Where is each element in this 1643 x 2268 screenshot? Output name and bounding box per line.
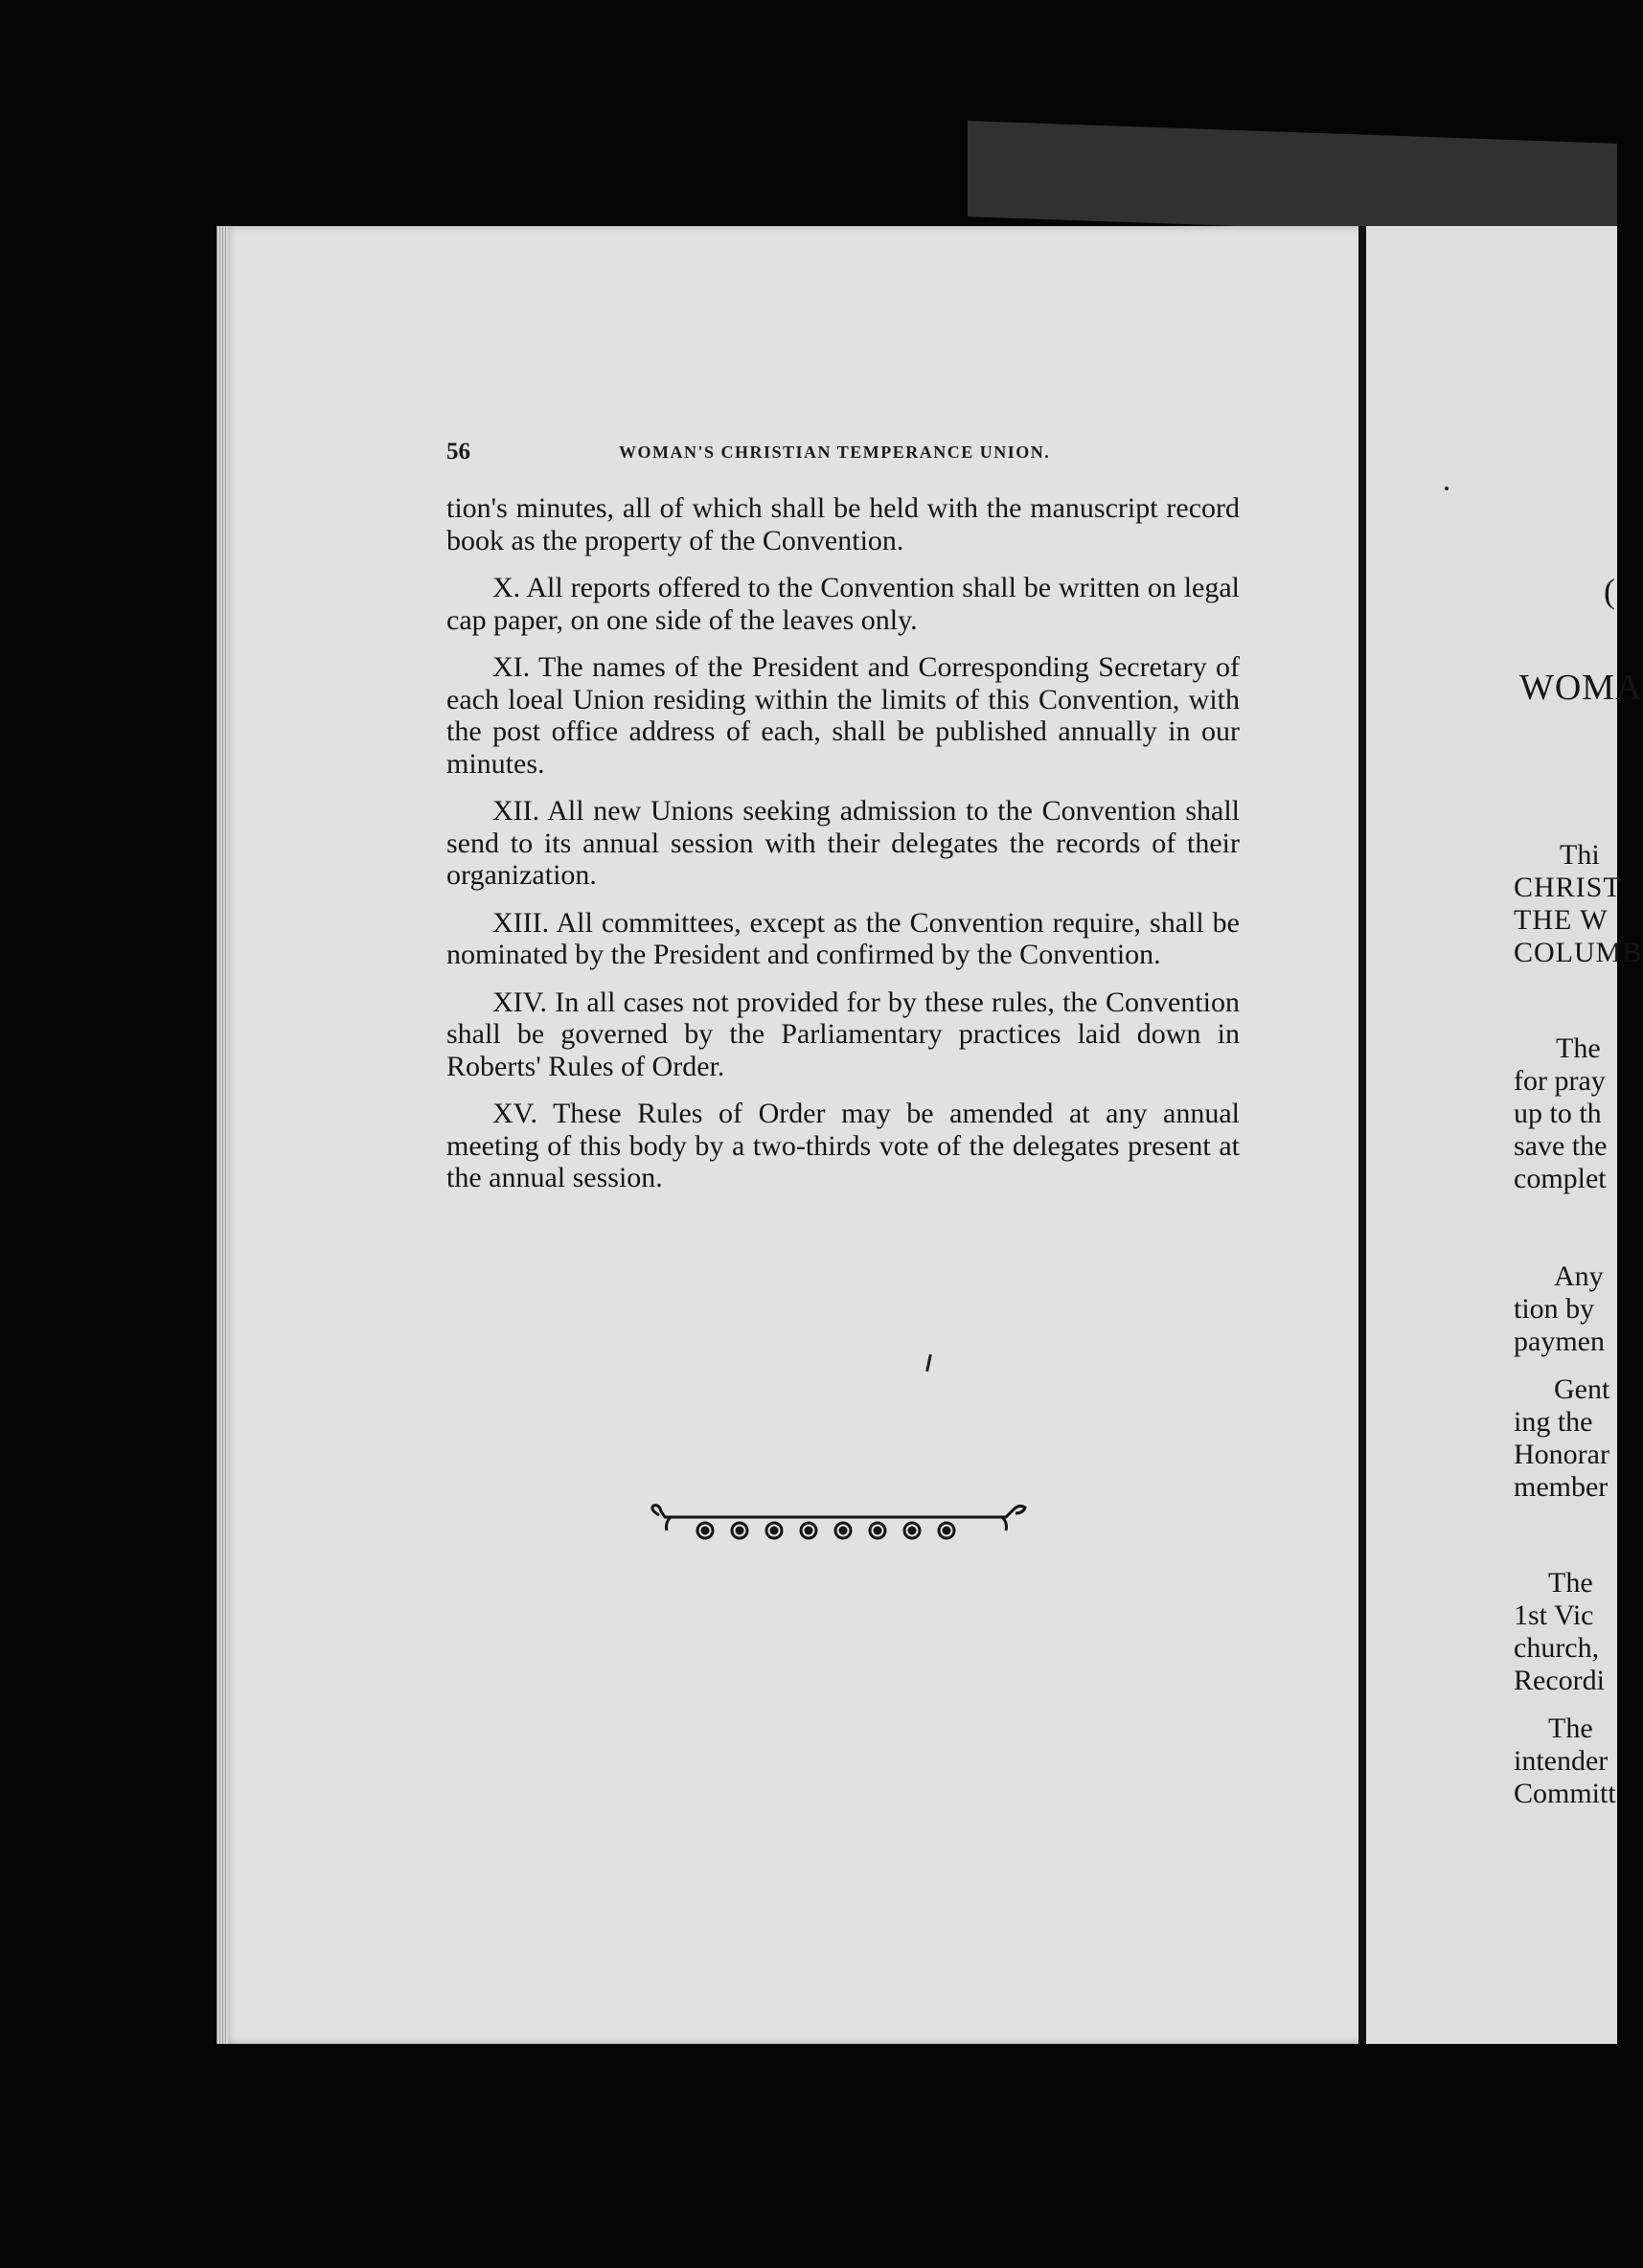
- rule-x: X. All reports offered to the Convention shall be written on legal cap paper, on one side of the leaves only.: [446, 572, 1240, 636]
- right-fragment-line: 1st Vic: [1514, 1599, 1594, 1631]
- right-fragment-line: The: [1556, 1032, 1601, 1064]
- left-page-content: [228, 226, 1358, 2044]
- right-fragment-line: paymen: [1514, 1326, 1605, 1357]
- right-page: [1366, 226, 1643, 2044]
- right-fragment-line: tion by: [1514, 1293, 1595, 1325]
- ornament-divider: [646, 1494, 1029, 1552]
- right-page-text: [1366, 226, 1643, 2044]
- page-number: 56: [446, 439, 470, 465]
- right-fragment-line: up to th: [1514, 1098, 1602, 1129]
- right-fragment-paren: (: [1604, 572, 1615, 610]
- right-fragment-line: Gent: [1554, 1373, 1610, 1405]
- page-edges: [217, 226, 228, 2044]
- rule-xii: XII. All new Unions seeking admission to the Convention shall send to its annual session with their delegates the records of their organization.: [446, 795, 1240, 891]
- right-fragment-line: THE W: [1514, 904, 1609, 936]
- rule-xv: XV. These Rules of Order may be amended at any annual meeting of this body by a two-thirds vote of the delegates present at the annual session.: [446, 1098, 1240, 1193]
- right-fragment-line: complet: [1514, 1163, 1607, 1194]
- right-fragment-heading: WOMA: [1519, 668, 1643, 708]
- right-fragment-line: Recordi: [1514, 1665, 1605, 1696]
- right-fragment-line: member: [1514, 1471, 1609, 1503]
- running-head: [228, 439, 1358, 477]
- right-fragment-line: for pray: [1514, 1065, 1606, 1097]
- right-fragment-line: Any: [1554, 1260, 1604, 1292]
- right-fragment-line: CHRIST: [1514, 872, 1622, 903]
- right-fragment-line: The: [1548, 1712, 1593, 1744]
- rule-xiv: XIV. In all cases not provided for by these rules, the Convention shall be governed by the Parliamentary practices laid down in Roberts' Rules of Order.: [446, 986, 1240, 1082]
- right-fragment-line: ing the: [1514, 1406, 1593, 1438]
- right-fragment-line: Thi: [1560, 839, 1600, 871]
- right-fragment-line: save the: [1514, 1130, 1608, 1162]
- right-fragment-line: Committ: [1514, 1778, 1616, 1809]
- paragraph-continuation: tion's minutes, all of which shall be held with the manuscript record book as the property of the Convention.: [446, 492, 1240, 556]
- running-head-title: WOMAN'S CHRISTIAN TEMPERANCE UNION.: [619, 442, 1051, 462]
- right-fragment-line: church,: [1514, 1632, 1600, 1664]
- right-fragment-line: The: [1548, 1567, 1593, 1599]
- right-fragment-line: Honorar: [1514, 1439, 1609, 1470]
- right-fragment-line: intender: [1514, 1745, 1609, 1777]
- body-text: [446, 492, 1240, 1210]
- book-gutter: [1358, 226, 1366, 2044]
- rule-xi: XI. The names of the President and Corresponding Secretary of each loeal Union residing within the limits of this Convention, with the post office address of each, shall be published annually in our minutes.: [446, 651, 1240, 780]
- rule-xiii: XIII. All committees, except as the Convention require, shall be nominated by the President and confirmed by the Convention.: [446, 906, 1240, 970]
- right-fragment-line: COLUMB: [1514, 937, 1643, 968]
